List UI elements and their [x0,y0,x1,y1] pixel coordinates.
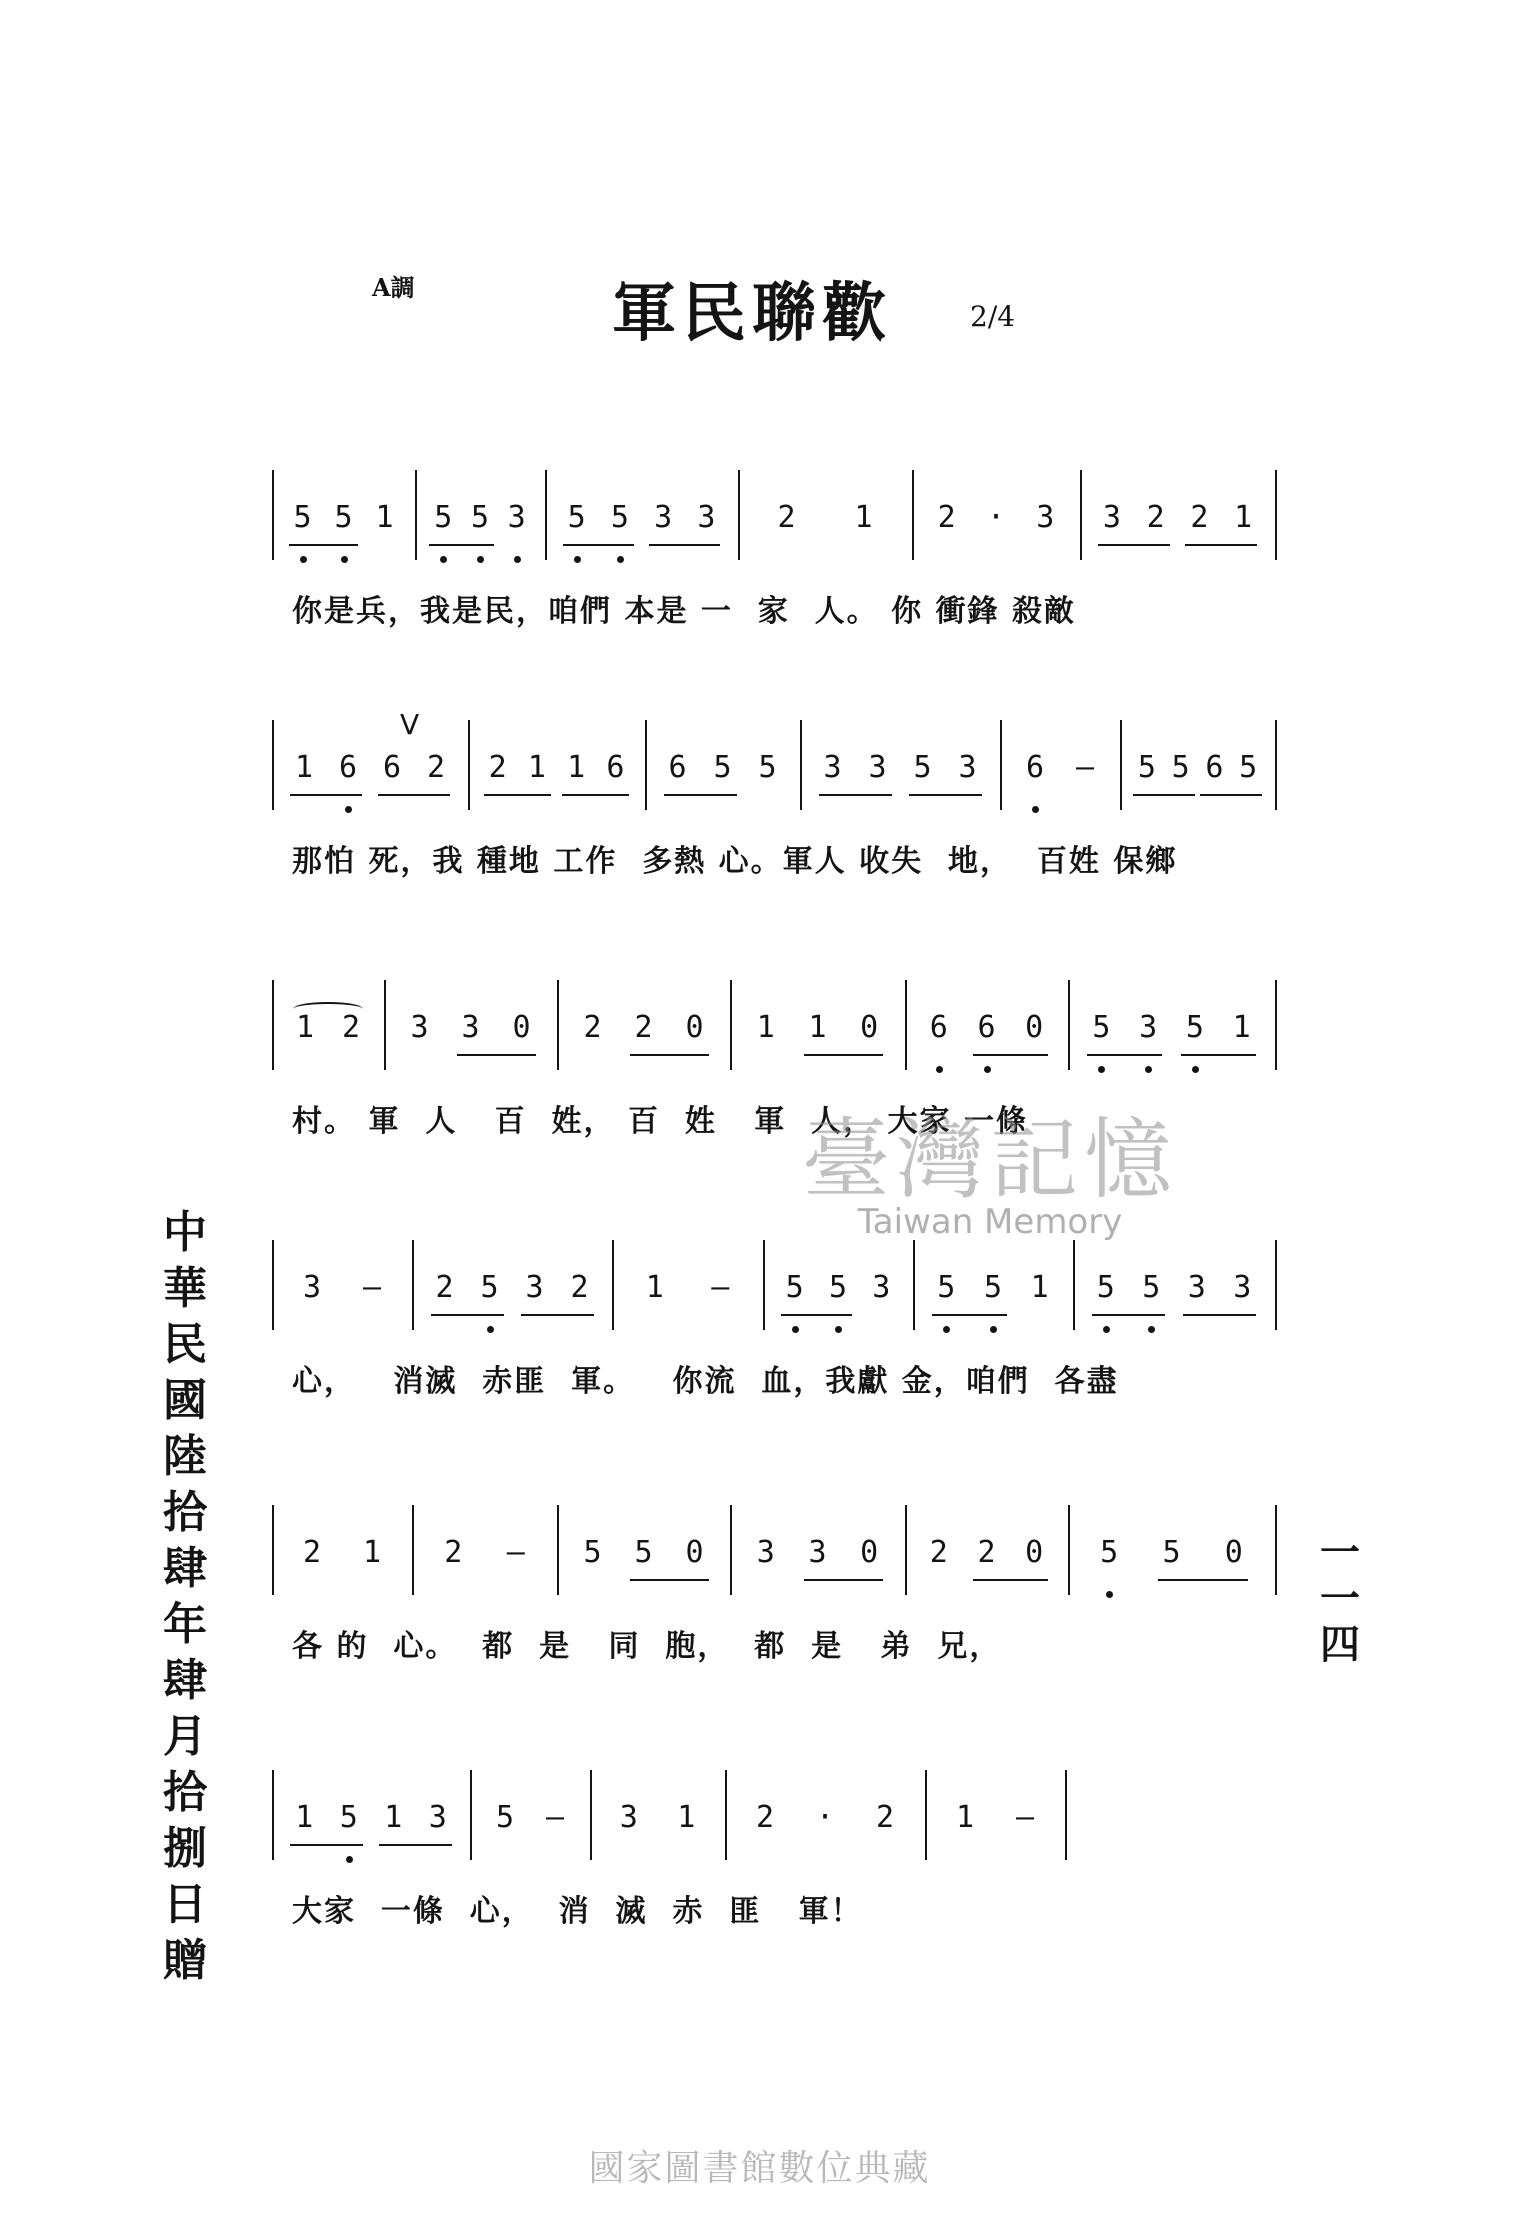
note: · [815,1800,835,1835]
note: 0 [685,1010,704,1045]
octave-dot [1032,806,1039,813]
beam-underline [290,794,362,796]
barline [1275,720,1277,810]
beam-underline [562,794,629,796]
time-signature: 2/4 [970,300,1016,333]
note: 3 [697,500,716,535]
note: 2 [426,750,446,785]
barline [912,470,914,560]
beam-underline [1181,1054,1256,1056]
note: 5 [1185,1010,1204,1045]
octave-dot [346,1856,353,1863]
barline [1275,470,1277,560]
note: 3 [507,500,526,535]
note: 6 [382,750,402,785]
note: 2 [583,1010,602,1045]
note: — [362,1270,382,1305]
beam-underline [909,794,982,796]
note: 5 [913,750,932,785]
note: 5 [1239,750,1258,785]
note: 5 [495,1800,515,1835]
note: 5 [334,500,353,535]
note: 2 [977,1535,996,1570]
note: 1 [1030,1270,1049,1305]
note: 5 [634,1535,653,1570]
barline [1275,980,1277,1070]
note: 5 [828,1270,848,1305]
note: 6 [1205,750,1224,785]
note: 6 [977,1010,996,1045]
note: 5 [293,500,312,535]
note: 1 [384,1800,403,1835]
barline [925,1770,927,1860]
beam-underline [1183,1314,1257,1316]
beam-underline [630,1579,709,1581]
lyric-line: 心， 消滅 赤匪 軍。 你流 血，我獻 金，咱們 各盡 [292,1364,1119,1399]
barline [645,720,647,810]
note: 1 [808,1010,827,1045]
barline [612,1240,614,1330]
note: 5 [1096,1270,1115,1305]
barline [800,720,802,810]
barline [272,720,274,810]
beam-underline [649,544,720,546]
note: 3 [410,1010,429,1045]
beam-underline [1133,794,1195,796]
slur [293,1002,363,1016]
octave-dot [477,556,484,563]
note: 5 [785,1270,804,1305]
note: 5 [1100,1535,1119,1570]
note: 1 [294,750,314,785]
barline [412,1240,414,1330]
octave-dot [990,1326,997,1333]
octave-dot [1106,1591,1113,1598]
note: — [1015,1800,1035,1835]
beam-underline [429,544,494,546]
note: 2 [488,750,507,785]
beam-underline [378,794,450,796]
note: 1 [1234,500,1253,535]
note: 5 [434,500,453,535]
beam-underline [521,1314,594,1316]
barline [272,470,274,560]
beam-underline [781,1314,852,1316]
note: 3 [619,1800,638,1835]
note: 2 [444,1535,463,1570]
note: 5 [758,750,777,785]
beam-underline [1185,544,1257,546]
beam-underline [457,1054,536,1056]
note: 1 [756,1010,775,1045]
barline [590,1770,592,1860]
beam-underline [484,794,551,796]
octave-dot [936,1066,943,1073]
beam-underline [973,1054,1049,1056]
song-title: 軍民聯歡 [612,276,892,351]
note: 1 [527,750,546,785]
octave-dot [1098,1066,1105,1073]
note: 3 [868,750,887,785]
note: 6 [338,750,358,785]
barline [545,470,547,560]
note: 5 [610,500,629,535]
beam-underline [379,1844,452,1846]
note: 1 [955,1800,975,1835]
barline [468,720,470,810]
beam-underline [804,1054,884,1056]
octave-dot [1103,1326,1110,1333]
note: 3 [1036,500,1055,535]
footer-credit: 國家圖書館數位典藏 [588,2148,931,2189]
note: 1 [1232,1010,1251,1045]
octave-dot [345,806,352,813]
note: 1 [854,500,873,535]
note: 3 [808,1535,827,1570]
barline [905,1505,907,1595]
beam-underline [1087,1054,1162,1056]
note: 0 [1224,1535,1243,1570]
octave-dot [514,556,521,563]
note: 6 [606,750,625,785]
lyric-line: 你是兵，我是民，咱們 本是 一 家 人。 你 衝鋒 殺敵 [292,594,1076,629]
beam-underline [804,1579,884,1581]
barline [557,980,559,1070]
note: 2 [1190,500,1209,535]
watermark [755,1110,1225,1242]
note: 2 [435,1270,454,1305]
note: · [986,500,1006,535]
note: 5 [480,1270,499,1305]
barline [412,1505,414,1595]
barline [470,1770,472,1860]
octave-dot [617,556,624,563]
octave-dot [943,1326,950,1333]
note: 3 [1187,1270,1206,1305]
note: 3 [1139,1010,1158,1045]
beam-underline [563,544,634,546]
note: 2 [341,1010,361,1045]
barline [415,470,417,560]
note: 5 [1162,1535,1181,1570]
barline [905,980,907,1070]
note: 2 [570,1270,589,1305]
barline [1275,1505,1277,1595]
note: 0 [1025,1535,1044,1570]
octave-dot [1148,1326,1155,1333]
barline [730,980,732,1070]
beam-underline [289,544,358,546]
barline [913,1240,915,1330]
octave-dot [984,1066,991,1073]
note: 2 [929,1535,948,1570]
note: 0 [860,1535,879,1570]
octave-dot [440,556,447,563]
note: 3 [823,750,842,785]
lyric-line: 村。 軍 人 百 姓， 百 姓 軍 人， 大家 一條 [292,1104,1028,1139]
beam-underline [630,1054,709,1056]
barline [1068,1505,1070,1595]
note: 3 [958,750,977,785]
note: 2 [937,500,956,535]
barline [1080,470,1082,560]
beam-underline [290,1844,363,1846]
barline [763,1240,765,1330]
note: 3 [1102,500,1121,535]
note: 5 [583,1535,602,1570]
note: 3 [872,1270,891,1305]
note: — [1075,750,1095,785]
beam-underline [1200,794,1262,796]
barline [272,980,274,1070]
beam-underline [973,1579,1049,1581]
note: 3 [302,1270,322,1305]
note: 3 [756,1535,775,1570]
beam-underline [1158,1579,1248,1581]
lyric-line: 各 的 心。 都 是 同 胞， 都 是 弟 兄， [292,1629,1002,1664]
note: 1 [567,750,586,785]
breath-mark: V [400,708,420,741]
barline [725,1770,727,1860]
note: 5 [339,1800,358,1835]
beam-underline [1092,1314,1166,1316]
note: 1 [362,1535,382,1570]
note: 0 [512,1010,531,1045]
note: 6 [929,1010,948,1045]
note: 2 [634,1010,653,1045]
barline [730,1505,732,1595]
barline [1065,1770,1067,1860]
note: 2 [777,500,796,535]
barline [1000,720,1002,810]
note: 5 [470,500,490,535]
beam-underline [932,1314,1007,1316]
note: 5 [1171,750,1190,785]
barline [557,1505,559,1595]
barline [272,1505,274,1595]
note: 1 [295,1010,315,1045]
side-inscription: 中華民國陸拾肆年肆月拾捌日贈 [163,1207,207,1986]
barline [1068,980,1070,1070]
octave-dot [835,1326,842,1333]
lyric-line: 那怕 死，我 種地 工作 多熱 心。軍人 收失 地， 百姓 保鄉 [292,844,1178,879]
note: 1 [375,500,394,535]
beam-underline [431,1314,504,1316]
octave-dot [574,556,581,563]
note: 3 [525,1270,544,1305]
note: 5 [567,500,586,535]
note: 1 [645,1270,664,1305]
octave-dot [1192,1066,1199,1073]
octave-dot [1145,1066,1152,1073]
note: — [545,1800,565,1835]
beam-underline [1098,544,1170,546]
beam-underline [819,794,892,796]
note: — [506,1535,525,1570]
note: 2 [755,1800,775,1835]
note: 0 [1025,1010,1044,1045]
barline [272,1770,274,1860]
note: 2 [1146,500,1165,535]
note: 5 [937,1270,956,1305]
barline [384,980,386,1070]
note: 0 [685,1535,704,1570]
note: 3 [428,1800,447,1835]
barline [1120,720,1122,810]
note: 5 [1142,1270,1161,1305]
barline [738,470,740,560]
note: 5 [713,750,732,785]
note: 1 [295,1800,314,1835]
note: 5 [1137,750,1156,785]
note: 6 [1025,750,1045,785]
note: 6 [668,750,687,785]
barline [1073,1240,1075,1330]
note: 5 [983,1270,1003,1305]
lyric-line: 大家 一條 心， 消 滅 赤 匪 軍！ [292,1894,863,1929]
octave-dot [341,556,348,563]
note: 3 [654,500,673,535]
note: 2 [302,1535,322,1570]
note: 3 [1233,1270,1252,1305]
barline [272,1240,274,1330]
note: 3 [461,1010,480,1045]
note: 5 [1092,1010,1111,1045]
octave-dot [792,1326,799,1333]
note: 2 [875,1800,895,1835]
note: 0 [860,1010,879,1045]
watermark-chinese: 臺灣記憶 [801,1108,1178,1211]
note: — [711,1270,730,1305]
page-number: 一一四 [1320,1529,1360,1668]
octave-dot [487,1326,494,1333]
watermark-english: Taiwan Memory [857,1202,1123,1242]
key-signature: A調 [372,273,415,302]
octave-dot [300,556,307,563]
beam-underline [664,794,737,796]
note: 1 [677,1800,696,1835]
barline [1275,1240,1277,1330]
